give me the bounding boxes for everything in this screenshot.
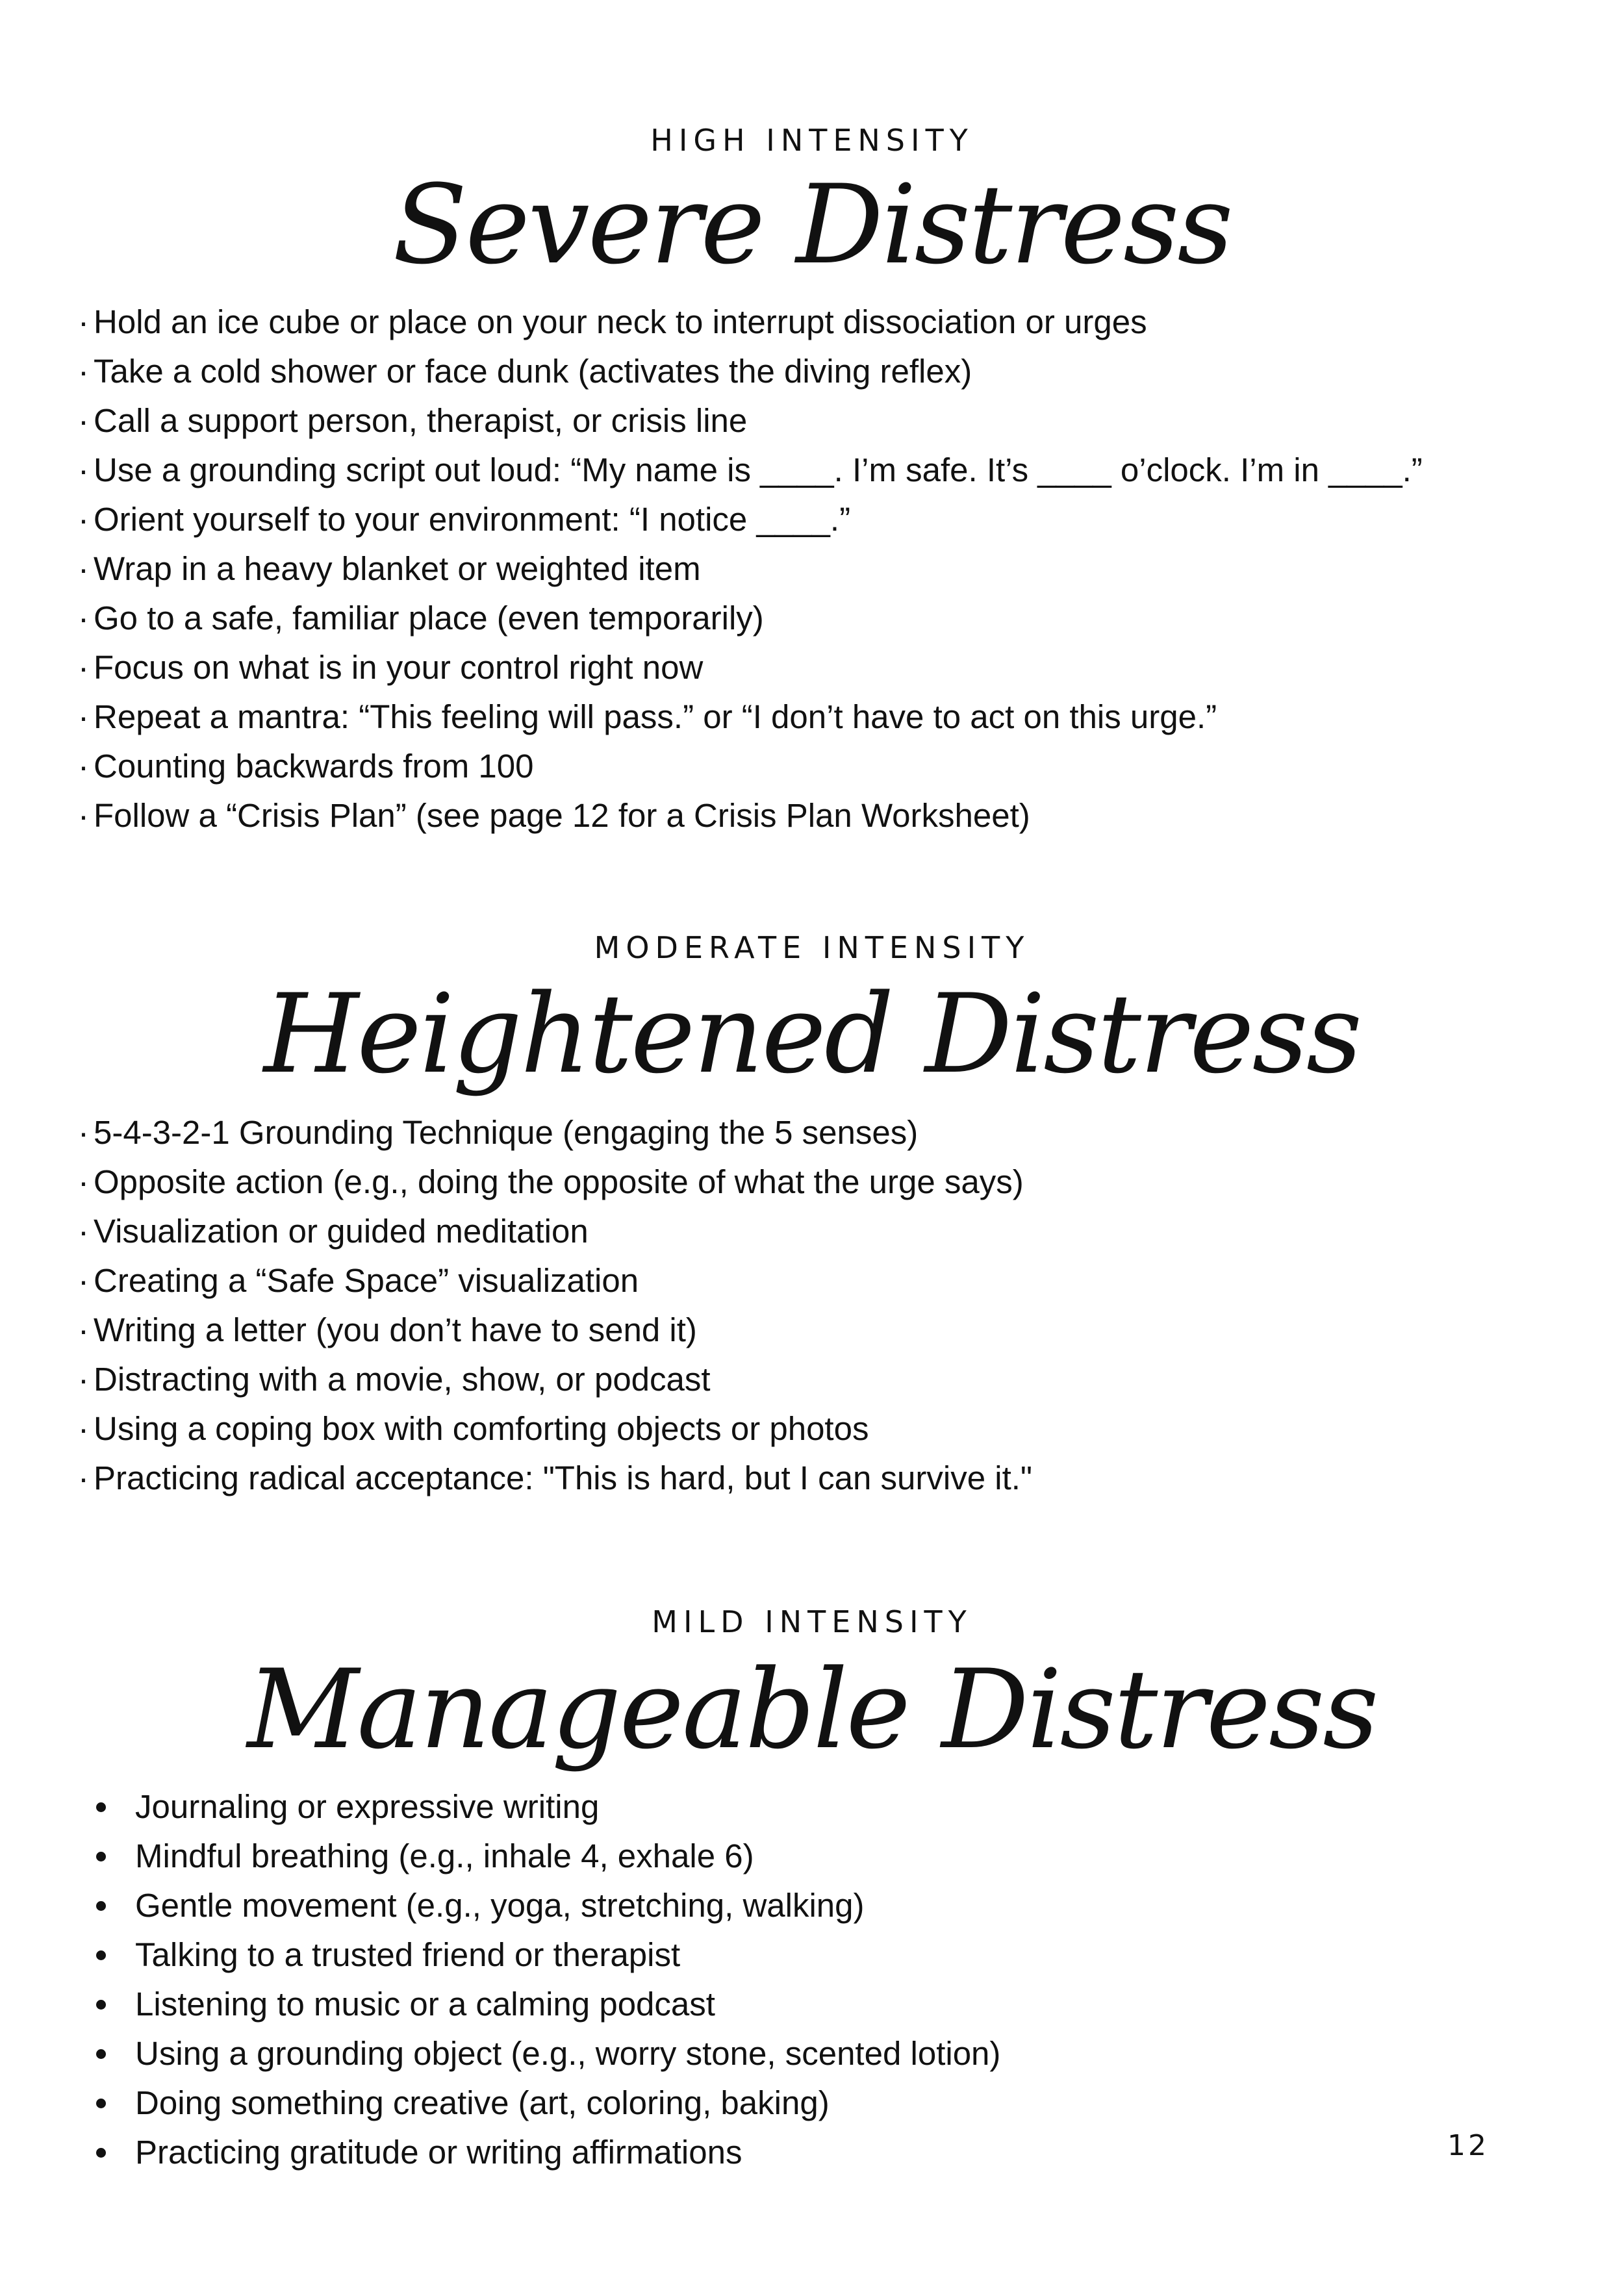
list-item: · Wrap in a heavy blanket or weighted item [78,550,701,587]
list-item: Journaling or expressive writing [91,1782,1000,1832]
list-item: · Writing a letter (you don’t have to send it) [78,1311,697,1348]
list-item: Gentle movement (e.g., yoga, stretching, walking) [91,1881,1000,1930]
bullet-icon [96,1901,106,1911]
heightened-distress-title: Heightened Distress [263,970,1361,1098]
high-intensity-kicker: HIGH INTENSITY [650,123,974,158]
list-item: · Focus on what is in your control right now [78,649,704,686]
severe-distress-title: Severe Distress [392,161,1232,288]
list-item: Listening to music or a calming podcast [91,1980,1000,2029]
bullet-icon [96,1950,106,1960]
list-item: · Follow a “Crisis Plan” (see page 12 for a Crisis Plan Worksheet) [78,797,1030,834]
bullet-icon [96,2148,106,2158]
list-item: · Creating a “Safe Space” visualization [78,1262,639,1299]
list-item: Practicing gratitude or writing affirmations [91,2128,1000,2177]
list-item: · Take a cold shower or face dunk (activates the diving reflex) [78,353,972,390]
list-item: · Call a support person, therapist, or crisis line [78,402,748,439]
list-item: · 5-4-3-2-1 Grounding Technique (engaging the 5 senses) [78,1114,919,1151]
moderate-intensity-kicker: MODERATE INTENSITY [594,930,1030,965]
page-number: 12 [1447,2129,1489,2162]
list-item: · Orient yourself to your environment: “I notice ____.” [78,501,851,538]
list-item: · Using a coping box with comforting objects or photos [78,1410,869,1447]
list-item: · Visualization or guided meditation [78,1213,589,1250]
bullet-icon [96,1852,106,1861]
bullet-icon [96,1802,106,1812]
list-item: · Counting backwards from 100 [78,748,534,785]
manageable-distress-title: Manageable Distress [247,1646,1377,1773]
list-item: · Go to a safe, familiar place (even temporarily) [78,599,764,637]
bullet-icon [96,2000,106,2010]
list-item: Using a grounding object (e.g., worry stone, scented lotion) [91,2029,1000,2078]
heightened-distress-list [78,1108,1032,1503]
list-item: · Distracting with a movie, show, or podcast [78,1361,711,1398]
bullet-icon [96,2049,106,2059]
list-item: Doing something creative (art, coloring, baking) [91,2078,1000,2128]
list-item: · Use a grounding script out loud: “My name is ____. I’m safe. It’s ____ o’clock. I’m in ____.” [78,451,1423,488]
list-item: · Practicing radical acceptance: "This is hard, but I can survive it." [78,1459,1033,1496]
list-item: Mindful breathing (e.g., inhale 4, exhale 6) [91,1832,1000,1881]
mild-intensity-kicker: MILD INTENSITY [652,1604,972,1639]
list-item: · Hold an ice cube or place on your neck to interrupt dissociation or urges [78,303,1147,340]
list-item: · Opposite action (e.g., doing the opposite of what the urge says) [78,1163,1024,1200]
list-item: · Repeat a mantra: “This feeling will pass.” or “I don’t have to act on this urge.” [78,698,1217,735]
bullet-icon [96,2099,106,2108]
manageable-distress-list [91,1782,1000,2177]
severe-distress-list [78,297,1423,840]
list-item: Talking to a trusted friend or therapist [91,1930,1000,1980]
